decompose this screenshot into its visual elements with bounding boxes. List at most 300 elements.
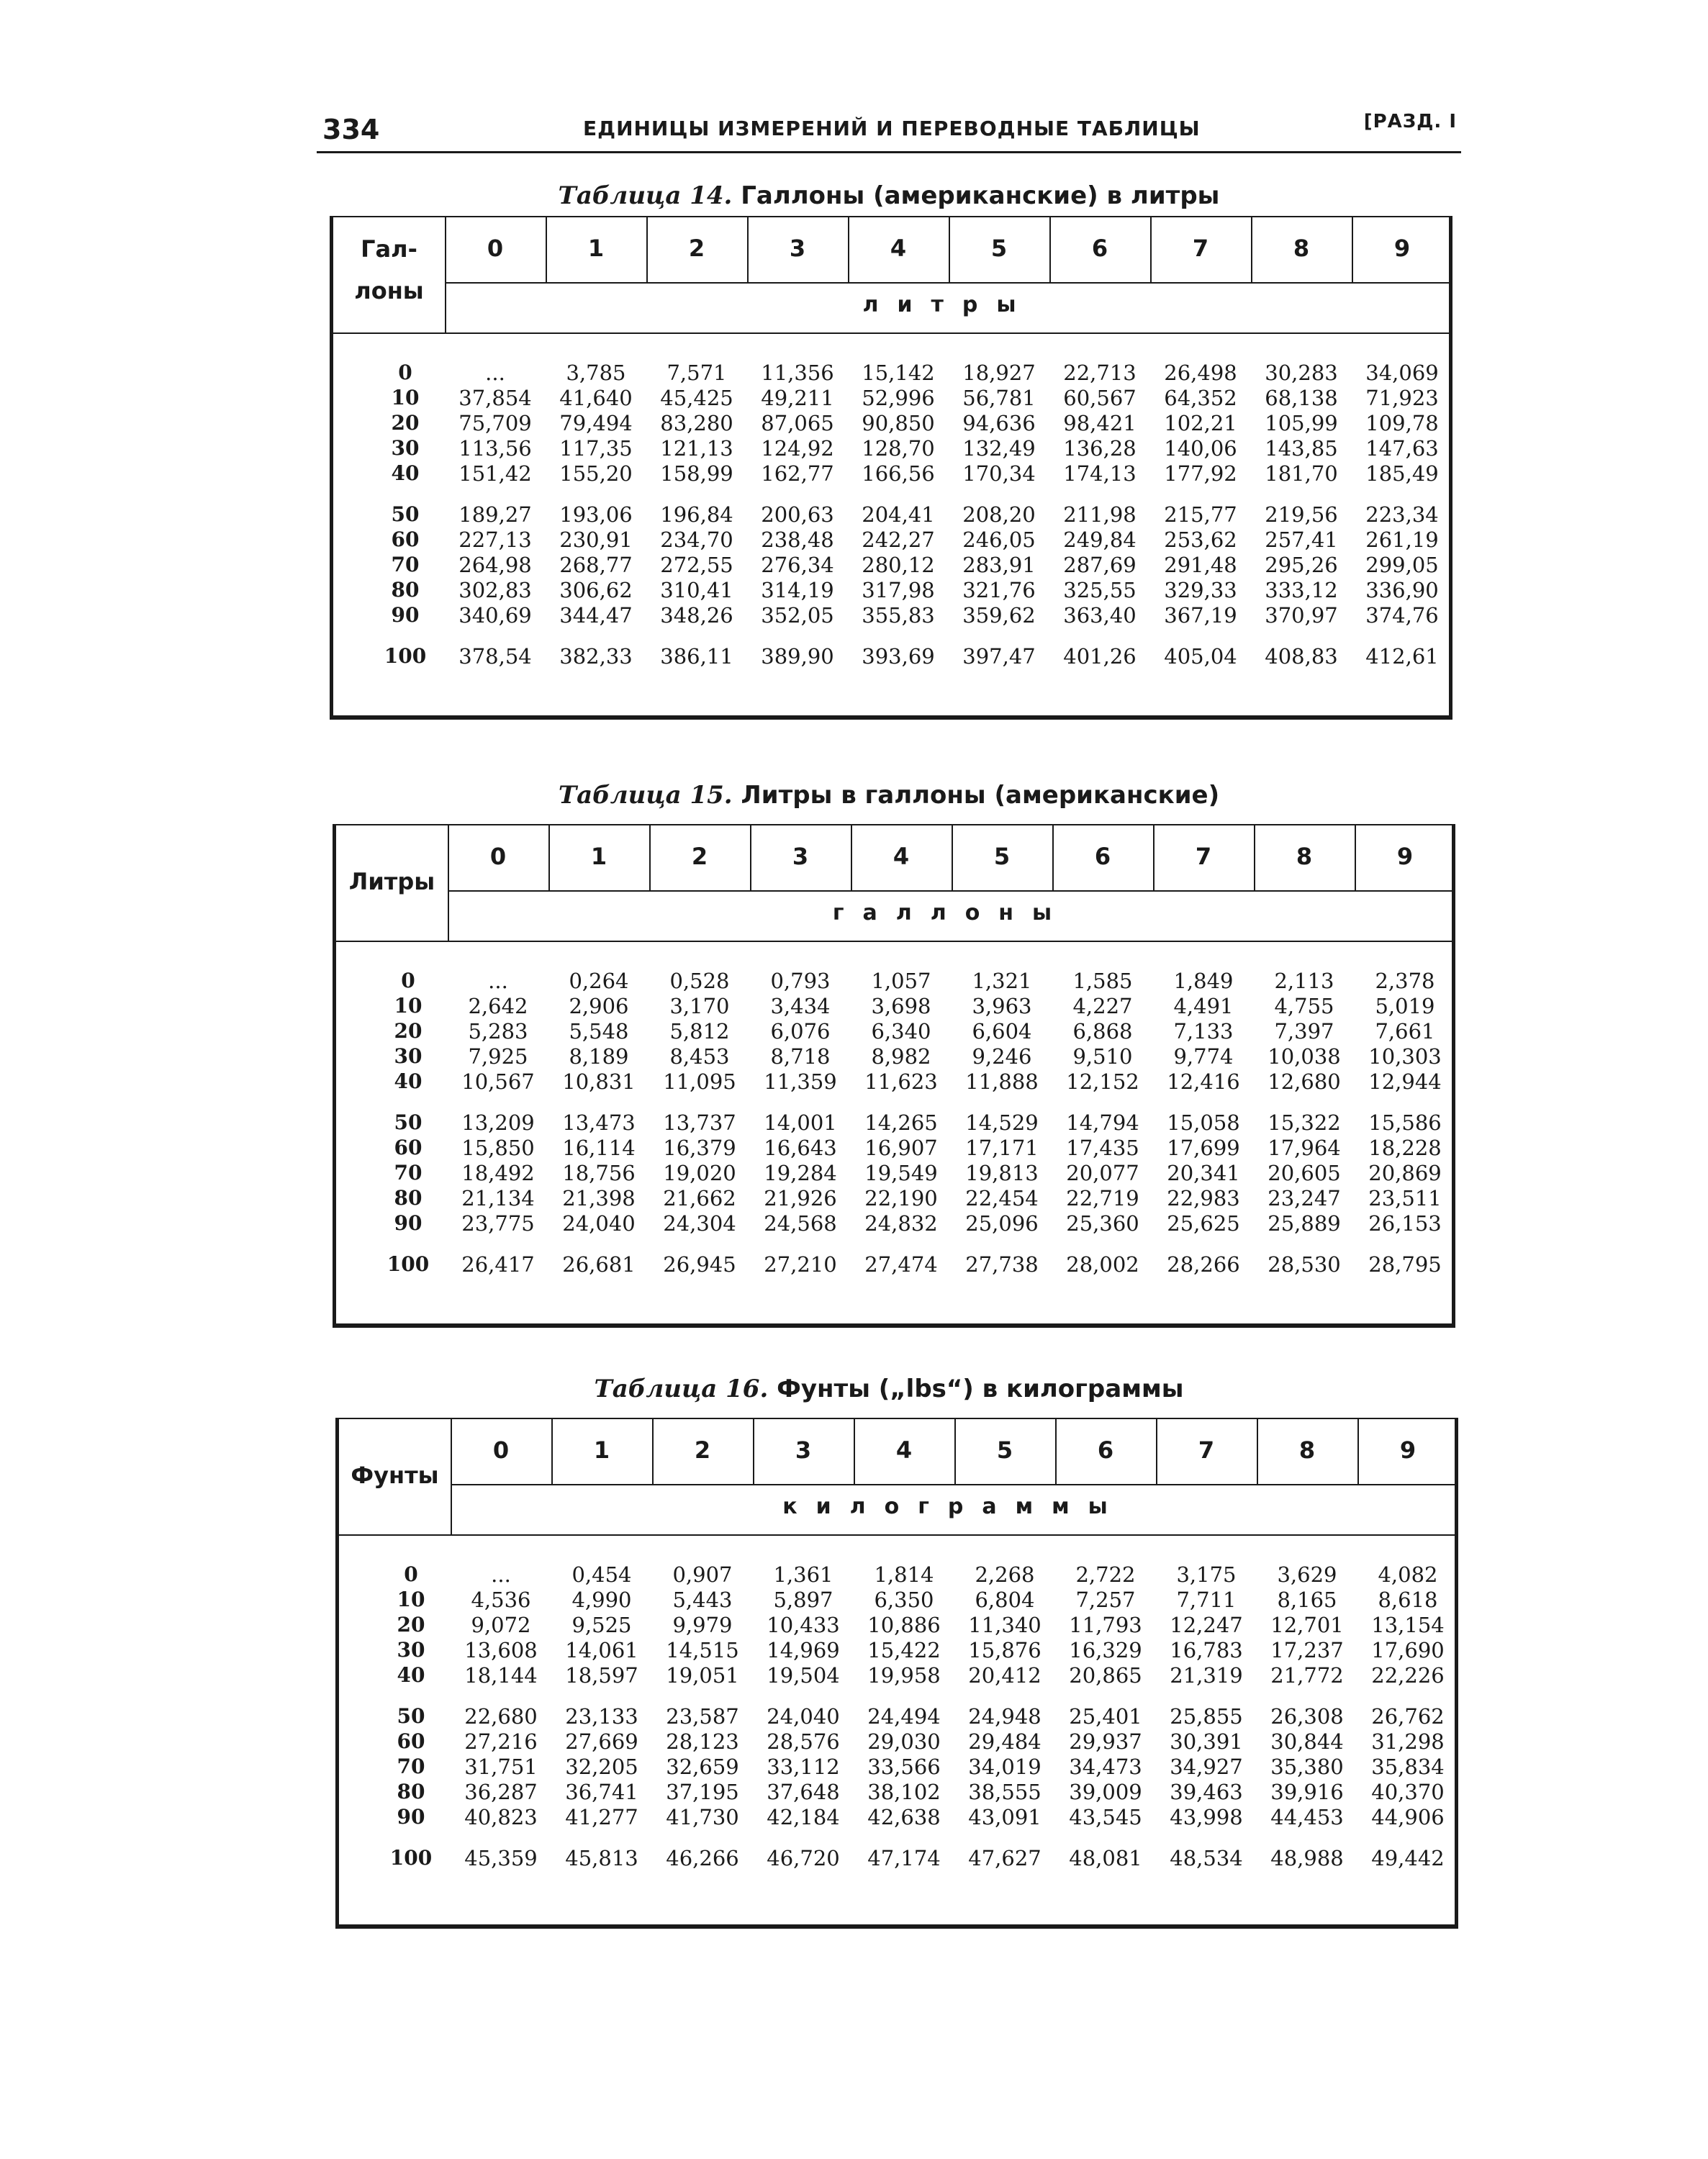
table-cell: 3,785 — [566, 360, 626, 385]
table-cell: 21,398 — [562, 1185, 636, 1210]
column-header: 4 — [893, 843, 910, 870]
row-key: 80 — [391, 578, 420, 602]
table-cell: 363,40 — [1063, 602, 1137, 628]
table-cell: 25,360 — [1066, 1210, 1139, 1236]
table-cell: 359,62 — [962, 602, 1036, 628]
table-cell: 113,56 — [458, 435, 532, 461]
table-cell: 211,98 — [1063, 502, 1137, 527]
table-14 — [330, 216, 1452, 720]
table-cell: 227,13 — [458, 527, 532, 552]
table-cell: 174,13 — [1063, 461, 1137, 486]
column-header: 1 — [593, 1436, 610, 1464]
table-cell: 18,756 — [562, 1160, 636, 1185]
table-cell: 14,265 — [864, 1110, 938, 1135]
row-key: 80 — [397, 1780, 425, 1803]
table-cell: 287,69 — [1063, 552, 1137, 577]
table-row — [371, 1637, 1458, 1662]
table-cell: 0,454 — [571, 1562, 632, 1587]
table-cell: 295,26 — [1265, 552, 1338, 577]
table-cell: 8,618 — [1378, 1587, 1438, 1612]
table-cell: 27,669 — [565, 1729, 638, 1754]
table-cell: 2,642 — [468, 993, 528, 1018]
table-cell: 11,356 — [761, 360, 834, 385]
table-cell: 23,587 — [666, 1703, 739, 1729]
table-cell: 14,529 — [965, 1110, 1039, 1135]
column-header: 7 — [1195, 843, 1212, 870]
table-cell: 1,849 — [1173, 968, 1234, 993]
table-cell: 1,361 — [773, 1562, 833, 1587]
table-cell: 30,283 — [1265, 360, 1338, 385]
table-cell: 17,964 — [1268, 1135, 1341, 1160]
unit-label: галлоны — [832, 900, 1071, 925]
table-cell: 20,412 — [968, 1662, 1041, 1688]
column-header: 9 — [1399, 1436, 1416, 1464]
table-cell: 405,04 — [1164, 643, 1237, 669]
table-cell: 204,41 — [862, 502, 935, 527]
running-header — [317, 101, 1461, 153]
table-cell: 16,329 — [1069, 1637, 1142, 1662]
table-cell: 3,434 — [770, 993, 831, 1018]
table-cell: 340,69 — [458, 602, 532, 628]
row-key: 60 — [391, 528, 420, 551]
table-cell: 8,189 — [569, 1044, 629, 1069]
table-cell: 21,772 — [1270, 1662, 1344, 1688]
column-header: 5 — [996, 1436, 1013, 1464]
table-cell: 1,585 — [1072, 968, 1133, 993]
row-key: 40 — [397, 1663, 425, 1687]
table-16-title: Фунты („lbs“) в килограммы — [777, 1375, 1184, 1403]
table-row — [366, 435, 1452, 461]
column-header: 1 — [587, 235, 605, 262]
table-cell: 7,133 — [1173, 1018, 1234, 1044]
column-header: 8 — [1293, 235, 1310, 262]
table-cell: 408,83 — [1265, 643, 1338, 669]
table-cell: 41,277 — [565, 1804, 638, 1829]
table-cell: 27,216 — [464, 1729, 538, 1754]
column-header: 6 — [1094, 843, 1111, 870]
table-cell: 15,422 — [867, 1637, 941, 1662]
table-cell: 155,20 — [559, 461, 633, 486]
table-cell: 189,27 — [458, 502, 532, 527]
column-header: 9 — [1393, 235, 1411, 262]
row-key: 60 — [394, 1136, 423, 1159]
table-16-caption — [317, 1375, 1461, 1403]
table-cell: 2,268 — [975, 1562, 1035, 1587]
column-header: 1 — [590, 843, 607, 870]
table-cell: 34,473 — [1069, 1754, 1142, 1779]
table-cell: 253,62 — [1164, 527, 1237, 552]
table-cell: 23,775 — [461, 1210, 535, 1236]
table-row — [366, 461, 1452, 486]
table-cell: 36,287 — [464, 1779, 538, 1804]
table-cell: 42,184 — [767, 1804, 840, 1829]
table-cell: 20,869 — [1368, 1160, 1442, 1185]
table-cell: 12,701 — [1270, 1612, 1344, 1637]
table-cell: 64,352 — [1164, 385, 1237, 410]
table-row — [369, 1110, 1455, 1135]
table-cell: 29,937 — [1069, 1729, 1142, 1754]
table-cell: 26,308 — [1270, 1703, 1344, 1729]
table-cell: 33,566 — [867, 1754, 941, 1779]
row-key: 10 — [391, 386, 420, 409]
table-cell: 47,627 — [968, 1845, 1041, 1870]
column-header: 5 — [993, 843, 1011, 870]
table-cell: 7,257 — [1075, 1587, 1136, 1612]
table-cell: 6,076 — [770, 1018, 831, 1044]
table-cell: 1,321 — [972, 968, 1032, 993]
table-cell: 136,28 — [1063, 435, 1137, 461]
section-reference: [РАЗД. I — [1363, 111, 1457, 132]
column-header: 7 — [1198, 1436, 1215, 1464]
unit-top-rule — [448, 890, 1455, 892]
table-cell: 43,545 — [1069, 1804, 1142, 1829]
table-cell: 98,421 — [1063, 410, 1137, 435]
table-cell: 306,62 — [559, 577, 633, 602]
row-key: 80 — [394, 1186, 423, 1210]
row-key: 50 — [391, 502, 420, 526]
table-cell: 68,138 — [1265, 385, 1338, 410]
table-cell: 261,19 — [1365, 527, 1439, 552]
table-cell: 79,494 — [559, 410, 633, 435]
table-cell: 18,228 — [1368, 1135, 1442, 1160]
table-cell: 46,720 — [767, 1845, 840, 1870]
table-cell: 272,55 — [660, 552, 733, 577]
table-cell: 317,98 — [862, 577, 935, 602]
row-key: 30 — [394, 1044, 423, 1068]
table-cell: 24,832 — [864, 1210, 938, 1236]
table-cell: 25,625 — [1167, 1210, 1240, 1236]
table-cell: 6,604 — [972, 1018, 1032, 1044]
table-bottom-rule — [335, 1924, 1458, 1929]
table-cell: 9,246 — [972, 1044, 1032, 1069]
row-key: 10 — [394, 994, 423, 1018]
table-cell: 10,303 — [1368, 1044, 1442, 1069]
table-cell: 5,019 — [1375, 993, 1435, 1018]
table-cell: 44,453 — [1270, 1804, 1344, 1829]
table-cell: 158,99 — [660, 461, 733, 486]
table-cell: 2,378 — [1375, 968, 1435, 993]
table-cell: 43,998 — [1170, 1804, 1243, 1829]
table-row — [371, 1845, 1458, 1870]
table-cell: 11,340 — [968, 1612, 1041, 1637]
table-row — [366, 602, 1452, 628]
table-cell: 314,19 — [761, 577, 834, 602]
table-cell: 11,359 — [764, 1069, 837, 1094]
column-header: 5 — [990, 235, 1008, 262]
table-cell: 45,813 — [565, 1845, 638, 1870]
table-cell: 22,226 — [1371, 1662, 1445, 1688]
table-cell: 11,793 — [1069, 1612, 1142, 1637]
table-cell: 10,831 — [562, 1069, 636, 1094]
table-cell: 280,12 — [862, 552, 935, 577]
table-cell: 21,134 — [461, 1185, 535, 1210]
table-row — [369, 1210, 1455, 1236]
table-cell: 397,47 — [962, 643, 1036, 669]
table-cell: 389,90 — [761, 643, 834, 669]
table-cell: 10,433 — [767, 1612, 840, 1637]
table-cell: 0,907 — [672, 1562, 733, 1587]
table-cell: 75,709 — [458, 410, 532, 435]
table-cell: 3,175 — [1176, 1562, 1237, 1587]
table-cell: 47,174 — [867, 1845, 941, 1870]
table-cell: 26,681 — [562, 1252, 636, 1277]
table-cell: 15,876 — [968, 1637, 1041, 1662]
row-key: 20 — [391, 411, 420, 435]
table-cell: 382,33 — [559, 643, 633, 669]
table-cell: 348,26 — [660, 602, 733, 628]
table-cell: 344,47 — [559, 602, 633, 628]
table-cell: 143,85 — [1265, 435, 1338, 461]
table-cell: 48,534 — [1170, 1845, 1243, 1870]
table-cell: 3,963 — [972, 993, 1032, 1018]
table-cell: 17,435 — [1066, 1135, 1139, 1160]
table-cell: 223,34 — [1365, 502, 1439, 527]
table-cell: 5,897 — [773, 1587, 833, 1612]
table-row — [366, 552, 1452, 577]
table-row — [371, 1662, 1458, 1688]
table-cell: 21,926 — [764, 1185, 837, 1210]
table-cell: 242,27 — [862, 527, 935, 552]
table-row — [369, 1044, 1455, 1069]
row-key: 70 — [394, 1161, 423, 1185]
table-cell: 208,20 — [962, 502, 1036, 527]
table-16-number: Таблица 16. — [594, 1375, 769, 1403]
table-cell: 121,13 — [660, 435, 733, 461]
table-15 — [333, 824, 1455, 1328]
table-15-number: Таблица 15. — [558, 781, 733, 810]
table-cell: 39,463 — [1170, 1779, 1243, 1804]
table-cell: 7,397 — [1274, 1018, 1334, 1044]
table-cell: 193,06 — [559, 502, 633, 527]
row-key: 0 — [398, 361, 412, 384]
column-header: 4 — [890, 235, 907, 262]
table-cell: 26,153 — [1368, 1210, 1442, 1236]
table-cell: 8,718 — [770, 1044, 831, 1069]
table-cell: 17,699 — [1167, 1135, 1240, 1160]
table-cell: 6,350 — [874, 1587, 934, 1612]
table-cell: 162,77 — [761, 461, 834, 486]
table-cell: 5,283 — [468, 1018, 528, 1044]
table-cell: 219,56 — [1265, 502, 1338, 527]
table-top-rule — [333, 824, 1455, 825]
table-cell: 13,154 — [1371, 1612, 1445, 1637]
table-cell: 24,948 — [968, 1703, 1041, 1729]
page-number: 334 — [322, 114, 380, 145]
header-bottom-rule — [333, 941, 1455, 942]
table-cell: 117,35 — [559, 435, 633, 461]
table-row — [366, 502, 1452, 527]
table-cell: 22,713 — [1063, 360, 1137, 385]
table-cell: 24,040 — [767, 1703, 840, 1729]
table-cell: 34,927 — [1170, 1754, 1243, 1779]
table-cell: 215,77 — [1164, 502, 1237, 527]
table-cell: 246,05 — [962, 527, 1036, 552]
table-cell: 249,84 — [1063, 527, 1137, 552]
row-key: 90 — [397, 1805, 425, 1829]
table-cell: 4,755 — [1274, 993, 1334, 1018]
table-cell: 23,511 — [1368, 1185, 1442, 1210]
header-bottom-rule — [330, 332, 1452, 334]
table-cell: 283,91 — [962, 552, 1036, 577]
row-key: 90 — [394, 1211, 423, 1235]
row-key: 90 — [391, 603, 420, 627]
column-header: 4 — [895, 1436, 913, 1464]
column-header: 8 — [1296, 843, 1313, 870]
table-cell: 386,11 — [660, 643, 733, 669]
row-key: 50 — [397, 1704, 425, 1728]
table-cell: 374,76 — [1365, 602, 1439, 628]
table-cell: 12,247 — [1170, 1612, 1243, 1637]
unit-label: килограммы — [782, 1494, 1126, 1519]
table-bottom-rule — [333, 1323, 1455, 1328]
table-cell: 24,040 — [562, 1210, 636, 1236]
table-cell: 13,209 — [461, 1110, 535, 1135]
table-cell: 19,813 — [965, 1160, 1039, 1185]
table-cell: 11,888 — [965, 1069, 1039, 1094]
table-cell: 35,380 — [1270, 1754, 1344, 1779]
table-cell: 102,21 — [1164, 410, 1237, 435]
table-14-title: Галлоны (американские) в литры — [741, 181, 1220, 210]
table-cell: 3,698 — [871, 993, 931, 1018]
table-row — [371, 1729, 1458, 1754]
table-cell: 26,498 — [1164, 360, 1237, 385]
table-cell: 27,738 — [965, 1252, 1039, 1277]
table-15-title: Литры в галлоны (американские) — [741, 781, 1220, 810]
table-cell: 10,886 — [867, 1612, 941, 1637]
table-row — [366, 360, 1452, 385]
row-key: 70 — [391, 553, 420, 576]
table-row — [371, 1804, 1458, 1829]
table-cell: 19,549 — [864, 1160, 938, 1185]
table-14-caption — [317, 181, 1461, 210]
table-cell: 40,370 — [1371, 1779, 1445, 1804]
row-key: 50 — [394, 1110, 423, 1134]
table-cell: 21,662 — [663, 1185, 736, 1210]
table-cell: 151,42 — [458, 461, 532, 486]
table-cell: 41,640 — [559, 385, 633, 410]
table-cell: 37,854 — [458, 385, 532, 410]
table-row — [371, 1562, 1458, 1587]
table-cell: 17,690 — [1371, 1637, 1445, 1662]
column-header: 2 — [694, 1436, 711, 1464]
table-cell: 90,850 — [862, 410, 935, 435]
table-cell: 43,091 — [968, 1804, 1041, 1829]
table-cell: 38,102 — [867, 1779, 941, 1804]
table-cell: 14,969 — [767, 1637, 840, 1662]
table-cell: 13,737 — [663, 1110, 736, 1135]
table-cell: 3,170 — [669, 993, 730, 1018]
table-cell: 238,48 — [761, 527, 834, 552]
row-key: 10 — [397, 1588, 425, 1611]
table-cell: 333,12 — [1265, 577, 1338, 602]
table-cell: 325,55 — [1063, 577, 1137, 602]
table-cell: 14,001 — [764, 1110, 837, 1135]
table-cell: 15,142 — [862, 360, 935, 385]
table-cell: 31,298 — [1371, 1729, 1445, 1754]
table-cell: 14,061 — [565, 1637, 638, 1662]
table-cell: 2,722 — [1075, 1562, 1136, 1587]
table-cell: 181,70 — [1265, 461, 1338, 486]
table-cell: 22,680 — [464, 1703, 538, 1729]
table-cell: 34,069 — [1365, 360, 1439, 385]
table-row — [366, 385, 1452, 410]
table-15-caption — [317, 781, 1461, 810]
table-cell: 412,61 — [1365, 643, 1439, 669]
table-row — [371, 1703, 1458, 1729]
table-cell: 25,096 — [965, 1210, 1039, 1236]
table-cell: 28,576 — [767, 1729, 840, 1754]
table-cell: 4,082 — [1378, 1562, 1438, 1587]
table-cell: 29,030 — [867, 1729, 941, 1754]
table-cell: 264,98 — [458, 552, 532, 577]
table-cell: 45,359 — [464, 1845, 538, 1870]
row-key: 20 — [397, 1613, 425, 1637]
table-row — [371, 1779, 1458, 1804]
table-cell: 22,983 — [1167, 1185, 1240, 1210]
table-cell: 329,33 — [1164, 577, 1237, 602]
table-cell: 45,425 — [660, 385, 733, 410]
table-cell: 33,112 — [767, 1754, 840, 1779]
table-cell: 12,680 — [1268, 1069, 1341, 1094]
column-header: 3 — [795, 1436, 812, 1464]
table-cell: 46,266 — [666, 1845, 739, 1870]
table-cell: 393,69 — [862, 643, 935, 669]
table-cell: 1,057 — [871, 968, 931, 993]
column-header: 0 — [492, 1436, 510, 1464]
row-key: 100 — [387, 1252, 430, 1276]
table-body — [333, 968, 1455, 1277]
row-header-line-2: лоны — [354, 276, 424, 304]
unit-label: литры — [862, 292, 1035, 317]
row-key: 20 — [394, 1019, 423, 1043]
table-cell: 13,608 — [464, 1637, 538, 1662]
table-cell: 20,341 — [1167, 1160, 1240, 1185]
table-cell: 268,77 — [559, 552, 633, 577]
table-body — [330, 360, 1452, 669]
table-cell: 48,081 — [1069, 1845, 1142, 1870]
table-cell: 196,84 — [660, 502, 733, 527]
table-cell: 17,171 — [965, 1135, 1039, 1160]
table-cell: 128,70 — [862, 435, 935, 461]
table-row — [371, 1587, 1458, 1612]
table-cell: 9,072 — [471, 1612, 531, 1637]
table-cell: 355,83 — [862, 602, 935, 628]
table-cell: 19,051 — [666, 1662, 739, 1688]
table-cell: 321,76 — [962, 577, 1036, 602]
table-cell: 28,795 — [1368, 1252, 1442, 1277]
table-cell: 52,996 — [862, 385, 935, 410]
column-header: 9 — [1396, 843, 1414, 870]
table-cell: 40,823 — [464, 1804, 538, 1829]
table-cell: 44,906 — [1371, 1804, 1445, 1829]
table-cell: 24,304 — [663, 1210, 736, 1236]
row-key: 0 — [401, 969, 415, 992]
table-cell: 25,889 — [1268, 1210, 1341, 1236]
unit-top-rule — [451, 1484, 1458, 1485]
table-cell: 60,567 — [1063, 385, 1137, 410]
table-cell: 87,065 — [761, 410, 834, 435]
row-header-line-1: Фунты — [351, 1462, 439, 1489]
row-key: 0 — [404, 1562, 418, 1586]
row-key: 100 — [384, 644, 427, 668]
table-cell: 39,916 — [1270, 1779, 1344, 1804]
table-cell: 401,26 — [1063, 643, 1137, 669]
table-cell: 9,510 — [1072, 1044, 1133, 1069]
table-cell: 0,528 — [669, 968, 730, 993]
table-cell: 15,586 — [1368, 1110, 1442, 1135]
table-cell: 35,834 — [1371, 1754, 1445, 1779]
row-header-line-1: Литры — [348, 868, 435, 895]
